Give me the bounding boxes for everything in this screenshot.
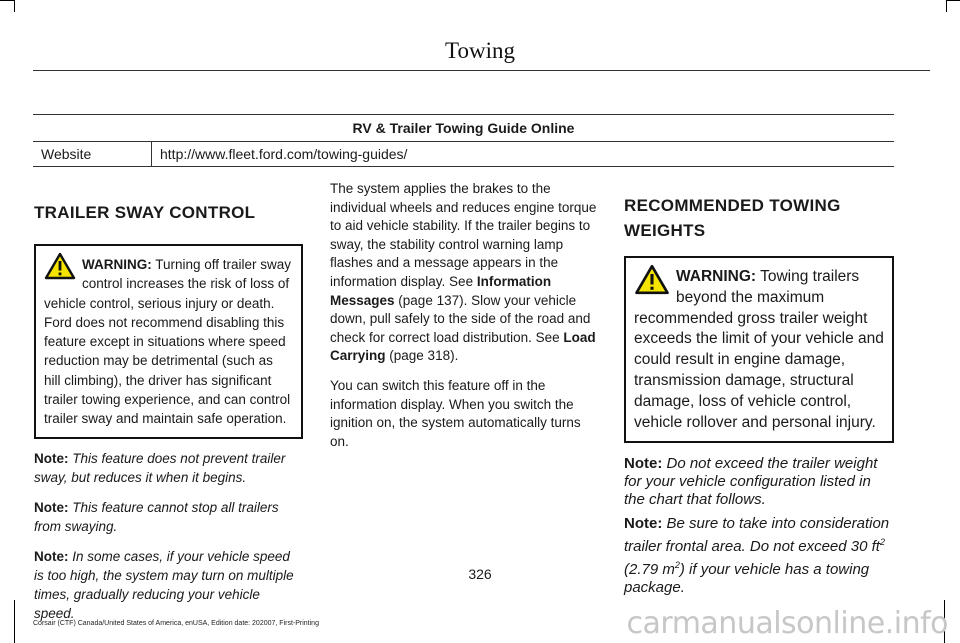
note-label: Note: <box>34 450 69 466</box>
body-paragraph <box>330 180 602 366</box>
warning-label: WARNING: <box>82 257 152 272</box>
table-cell-url[interactable]: http://www.fleet.ford.com/towing-guides/ <box>152 142 895 167</box>
note <box>624 455 894 509</box>
note-text: Be sure to take into consideration trailer frontal area. Do not exceed 30 $ft^2$ (2.79 $m^2$) if your vehicle has a towing package. <box>624 515 890 597</box>
crop-mark <box>946 0 960 1</box>
xref-link[interactable]: Load Carrying <box>330 329 596 364</box>
crop-mark <box>14 0 15 12</box>
note-text: Do not exceed the trailer weight for your vehicle configuration listed in the chart that follows. <box>624 455 878 509</box>
warning-triangle-icon <box>634 264 670 295</box>
note <box>34 547 303 623</box>
page-number: 326 <box>468 566 492 582</box>
note-label: Note: <box>34 548 69 564</box>
note-label: Note: <box>624 515 663 533</box>
warning-text: Turning off trailer sway control increases the risk of loss of vehicle control, serious injury or death. Ford does not recommend disabling this feature except in situations where speed reduction may be detrimental (such as hill climbing), the driver has significant trailer towing experience, and can control trailer sway and maintain safe operation. <box>44 257 292 427</box>
crop-mark <box>14 600 15 643</box>
warning-box <box>624 256 894 443</box>
note <box>34 449 303 487</box>
note-label: Note: <box>34 499 69 515</box>
body-paragraph: You can switch this feature off in the information display. When you switch the ignition on, the system automatically turns on. <box>330 377 581 449</box>
edition-info: Corsair (CTF) Canada/United States of America, enUSA, Edition date: 202007, First-Printing <box>33 620 319 627</box>
note-text: In some cases, if your vehicle speed is too high, the system may turn on multiple times, gradually reducing your vehicle speed. <box>34 548 294 621</box>
crop-mark <box>0 0 14 1</box>
note-text: This feature cannot stop all trailers from swaying. <box>34 499 279 534</box>
table-cell-label: Website <box>33 142 152 167</box>
note <box>624 515 894 597</box>
crop-mark <box>946 0 947 12</box>
note <box>34 498 303 536</box>
towing-guide-table <box>33 114 894 167</box>
page-title: Towing <box>445 38 515 63</box>
middle-column <box>330 180 602 462</box>
section-heading: WEIGHTS <box>624 221 706 240</box>
header-divider <box>33 70 930 71</box>
watermark: carmanualsonline.info <box>626 606 948 641</box>
section-heading: RECOMMENDED TOWING <box>624 196 841 215</box>
warning-text: Towing trailers beyond the maximum recommended gross trailer weight exceeds the limit of your vehicle and could result in engine damage, transmission damage, structural damage, loss of vehicle control, vehicle rollover and personal injury. <box>634 268 884 431</box>
body-text: (page 318). <box>385 348 459 364</box>
note-text: This feature does not prevent trailer sway, but reduces it when it begins. <box>34 450 286 485</box>
warning-triangle-icon <box>44 252 76 280</box>
xref-link[interactable]: Information Messages <box>330 273 552 308</box>
warning-box <box>34 244 303 439</box>
body-text: The system applies the brakes to the individual wheels and reduces engine torque to aid vehicle stability. If the trailer begins to sway, the stability control warning lamp flashes and a message appears in the information display. See <box>330 181 597 289</box>
warning-label: WARNING: <box>676 268 757 285</box>
table-row <box>33 142 894 167</box>
note-label: Note: <box>624 455 663 473</box>
table-title: RV & Trailer Towing Guide Online <box>33 115 894 142</box>
right-column <box>624 196 894 608</box>
body-text: (page 137). Slow your vehicle down, pull safely to the side of the road and check for correct load distribution. See <box>330 292 591 345</box>
section-heading: TRAILER SWAY CONTROL <box>34 203 256 222</box>
